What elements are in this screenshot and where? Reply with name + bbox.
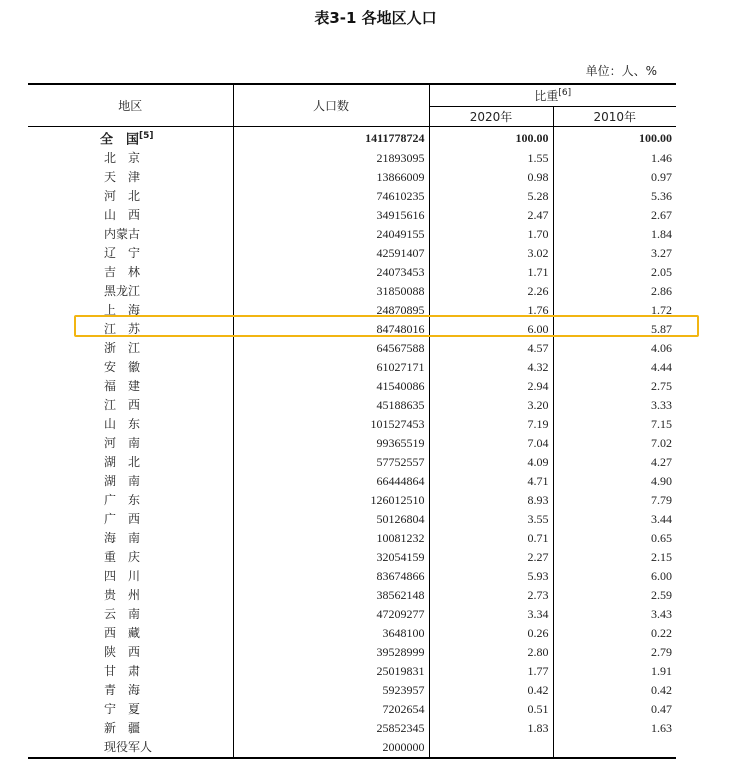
header-population: 人口数	[233, 84, 429, 127]
population-cell: 41540086	[233, 377, 429, 396]
share-2020-cell: 3.34	[429, 605, 553, 624]
share-2020-cell: 2.80	[429, 643, 553, 662]
share-2010-cell: 1.91	[651, 664, 673, 679]
region-cell	[28, 263, 233, 282]
table-row	[28, 434, 676, 453]
table-row	[28, 149, 676, 168]
region-name: 湖 北	[104, 455, 141, 470]
share-2010-cell: 7.79	[651, 493, 673, 508]
region-name: 陕 西	[104, 645, 141, 660]
table-row	[28, 472, 676, 491]
region-name: 宁 夏	[104, 702, 141, 717]
table-row	[28, 453, 676, 472]
share-2010-cell: 2.86	[651, 284, 673, 299]
share-2020-cell: 1.55	[429, 149, 553, 168]
region-cell	[28, 358, 233, 377]
unit-label: 单位：人、%	[585, 64, 657, 78]
share-2010-cell: 7.15	[651, 417, 673, 432]
region-name: 吉 林	[104, 265, 141, 280]
region-cell	[28, 719, 233, 738]
region-cell	[28, 700, 233, 719]
share-2020-cell: 5.28	[429, 187, 553, 206]
region-name: 新 疆	[104, 721, 141, 736]
population-cell: 61027171	[233, 358, 429, 377]
region-cell	[28, 529, 233, 548]
table-row	[28, 339, 676, 358]
share-2010-cell: 1.72	[651, 303, 673, 318]
share-2010-cell: 100.00	[639, 130, 673, 145]
header-ratio-label: 比重	[534, 89, 559, 103]
share-2020-cell: 2.73	[429, 586, 553, 605]
share-2010-cell: 0.22	[651, 626, 673, 641]
share-2010-cell: 6.00	[651, 569, 673, 584]
region-cell	[28, 225, 233, 244]
share-2020-cell: 4.57	[429, 339, 553, 358]
region-cell	[28, 605, 233, 624]
region-cell	[28, 339, 233, 358]
table-title: 表3-1 各地区人口	[314, 9, 437, 27]
region-cell	[28, 301, 233, 320]
share-2020-cell: 1.71	[429, 263, 553, 282]
region-name: 四 川	[104, 569, 141, 584]
region-name: 上 海	[104, 303, 141, 318]
population-cell: 101527453	[233, 415, 429, 434]
region-cell	[28, 206, 233, 225]
region-cell	[28, 738, 233, 758]
region-name: 河 南	[104, 436, 141, 451]
region-name: 辽 宁	[104, 246, 141, 261]
region-cell	[28, 586, 233, 605]
population-cell: 45188635	[233, 396, 429, 415]
share-2020-cell: 1.83	[429, 719, 553, 738]
share-2010-cell: 4.90	[651, 474, 673, 489]
region-cell	[28, 377, 233, 396]
population-cell: 99365519	[233, 434, 429, 453]
table-row	[28, 510, 676, 529]
region-name: 现役军人	[104, 740, 153, 755]
region-cell	[28, 187, 233, 206]
share-2010-cell: 5.87	[651, 322, 673, 337]
population-cell: 38562148	[233, 586, 429, 605]
region-name: 江 苏	[104, 322, 141, 337]
region-cell	[28, 624, 233, 643]
share-2010-cell: 4.06	[651, 341, 673, 356]
region-name: 浙 江	[104, 341, 141, 356]
table-row	[28, 605, 676, 624]
region-name: 广 西	[104, 512, 141, 527]
region-cell	[28, 282, 233, 301]
share-2010-cell	[553, 738, 676, 758]
table-row	[28, 491, 676, 510]
share-2010-cell: 1.46	[651, 151, 673, 166]
share-2020-cell: 7.19	[429, 415, 553, 434]
header-ratio-footnote: [6]	[558, 88, 572, 98]
population-cell: 47209277	[233, 605, 429, 624]
table-row	[28, 624, 676, 643]
table-row	[28, 377, 676, 396]
region-cell	[28, 168, 233, 187]
region-cell	[28, 244, 233, 263]
share-2020-cell: 1.70	[429, 225, 553, 244]
population-cell: 24870895	[233, 301, 429, 320]
population-cell: 32054159	[233, 548, 429, 567]
share-2020-cell: 0.26	[429, 624, 553, 643]
region-name: 天 津	[104, 170, 141, 185]
share-2020-cell: 2.26	[429, 282, 553, 301]
region-cell	[28, 472, 233, 491]
population-cell: 2000000	[233, 738, 429, 758]
header-region: 地区	[28, 84, 233, 127]
share-2010-cell: 4.27	[651, 455, 673, 470]
population-cell: 24073453	[233, 263, 429, 282]
table-row	[28, 567, 676, 586]
share-2020-cell: 1.77	[429, 662, 553, 681]
header-year-2020: 2020年	[429, 107, 553, 127]
table-row	[28, 225, 676, 244]
population-cell: 34915616	[233, 206, 429, 225]
region-name: 山 东	[104, 417, 141, 432]
share-2010-cell: 2.59	[651, 588, 673, 603]
share-2020-cell: 100.00	[429, 127, 553, 150]
population-cell: 13866009	[233, 168, 429, 187]
population-cell: 50126804	[233, 510, 429, 529]
region-name: 青 海	[104, 683, 141, 698]
table-row	[28, 548, 676, 567]
region-name: 黑龙江	[104, 284, 141, 299]
region-name: 海 南	[104, 531, 141, 546]
region-cell	[28, 491, 233, 510]
population-cell: 10081232	[233, 529, 429, 548]
share-2020-cell: 3.55	[429, 510, 553, 529]
share-2020-cell: 6.00	[429, 320, 553, 339]
region-name: 云 南	[104, 607, 141, 622]
table-row	[28, 586, 676, 605]
population-cell: 66444864	[233, 472, 429, 491]
share-2010-cell: 0.97	[651, 170, 673, 185]
table-row	[28, 529, 676, 548]
population-cell: 3648100	[233, 624, 429, 643]
region-cell	[28, 662, 233, 681]
share-2010-cell: 1.84	[651, 227, 673, 242]
table-row	[28, 738, 676, 758]
region-name: 河 北	[104, 189, 141, 204]
population-cell: 21893095	[233, 149, 429, 168]
population-cell: 84748016	[233, 320, 429, 339]
share-2010-cell: 5.36	[651, 189, 673, 204]
table-row	[28, 396, 676, 415]
region-name: 贵 州	[104, 588, 141, 603]
region-cell	[28, 681, 233, 700]
region-cell	[28, 320, 233, 339]
population-cell: 42591407	[233, 244, 429, 263]
table-row	[28, 643, 676, 662]
share-2010-cell: 2.15	[651, 550, 673, 565]
region-name: 内蒙古	[104, 227, 141, 242]
table-row	[28, 320, 676, 339]
table-row	[28, 127, 676, 150]
population-cell: 31850088	[233, 282, 429, 301]
region-cell	[28, 127, 233, 150]
share-2020-cell: 1.76	[429, 301, 553, 320]
share-2020-cell: 3.20	[429, 396, 553, 415]
region-name: 甘 肃	[104, 664, 141, 679]
share-2020-cell: 0.42	[429, 681, 553, 700]
region-name: 广 东	[104, 493, 141, 508]
population-cell: 74610235	[233, 187, 429, 206]
region-name: 安 徽	[104, 360, 141, 375]
population-cell: 5923957	[233, 681, 429, 700]
share-2020-cell: 0.98	[429, 168, 553, 187]
population-table	[28, 83, 676, 759]
region-cell	[28, 434, 233, 453]
region-cell	[28, 548, 233, 567]
region-name: 重 庆	[104, 550, 141, 565]
table-row	[28, 301, 676, 320]
region-name: 山 西	[104, 208, 141, 223]
share-2020-cell: 3.02	[429, 244, 553, 263]
table-header	[28, 84, 676, 127]
share-2020-cell: 5.93	[429, 567, 553, 586]
share-2010-cell: 0.42	[651, 683, 673, 698]
share-2020-cell: 7.04	[429, 434, 553, 453]
population-cell: 24049155	[233, 225, 429, 244]
header-year-2010: 2010年	[553, 107, 676, 127]
share-2020-cell: 0.71	[429, 529, 553, 548]
region-footnote: [5]	[139, 131, 154, 141]
population-cell: 25019831	[233, 662, 429, 681]
share-2020-cell: 2.47	[429, 206, 553, 225]
region-name: 全 国	[100, 132, 140, 148]
share-2010-cell: 1.63	[651, 721, 673, 736]
table-row	[28, 662, 676, 681]
region-cell	[28, 643, 233, 662]
share-2010-cell: 3.44	[651, 512, 673, 527]
share-2020-cell: 2.27	[429, 548, 553, 567]
region-name: 江 西	[104, 398, 141, 413]
region-cell	[28, 453, 233, 472]
table-row	[28, 168, 676, 187]
table-row	[28, 719, 676, 738]
share-2020-cell: 2.94	[429, 377, 553, 396]
share-2010-cell: 2.67	[651, 208, 673, 223]
share-2010-cell: 3.33	[651, 398, 673, 413]
population-cell: 1411778724	[233, 127, 429, 150]
table-row	[28, 415, 676, 434]
share-2010-cell: 3.43	[651, 607, 673, 622]
share-2020-cell: 4.32	[429, 358, 553, 377]
region-cell	[28, 396, 233, 415]
region-cell	[28, 415, 233, 434]
table-body	[28, 127, 676, 759]
population-cell: 25852345	[233, 719, 429, 738]
table-row	[28, 263, 676, 282]
population-cell: 83674866	[233, 567, 429, 586]
table-row	[28, 244, 676, 263]
share-2010-cell: 4.44	[651, 360, 673, 375]
table-row	[28, 187, 676, 206]
region-name: 福 建	[104, 379, 141, 394]
region-cell	[28, 567, 233, 586]
population-cell: 57752557	[233, 453, 429, 472]
share-2010-cell: 3.27	[651, 246, 673, 261]
share-2010-cell: 0.47	[651, 702, 673, 717]
share-2010-cell: 7.02	[651, 436, 673, 451]
share-2010-cell: 2.79	[651, 645, 673, 660]
share-2020-cell: 4.71	[429, 472, 553, 491]
region-cell	[28, 149, 233, 168]
region-name: 湖 南	[104, 474, 141, 489]
table-row	[28, 206, 676, 225]
table-row	[28, 358, 676, 377]
share-2010-cell: 2.75	[651, 379, 673, 394]
region-name: 西 藏	[104, 626, 141, 641]
share-2020-cell: 4.09	[429, 453, 553, 472]
population-cell: 64567588	[233, 339, 429, 358]
table-row	[28, 700, 676, 719]
table-row	[28, 282, 676, 301]
share-2010-cell: 2.05	[651, 265, 673, 280]
share-2010-cell: 0.65	[651, 531, 673, 546]
header-ratio	[429, 84, 676, 107]
share-2020-cell	[429, 738, 553, 758]
region-name: 北 京	[104, 151, 141, 166]
population-cell: 39528999	[233, 643, 429, 662]
share-2020-cell: 0.51	[429, 700, 553, 719]
population-cell: 126012510	[233, 491, 429, 510]
population-cell: 7202654	[233, 700, 429, 719]
region-cell	[28, 510, 233, 529]
share-2020-cell: 8.93	[429, 491, 553, 510]
table-row	[28, 681, 676, 700]
